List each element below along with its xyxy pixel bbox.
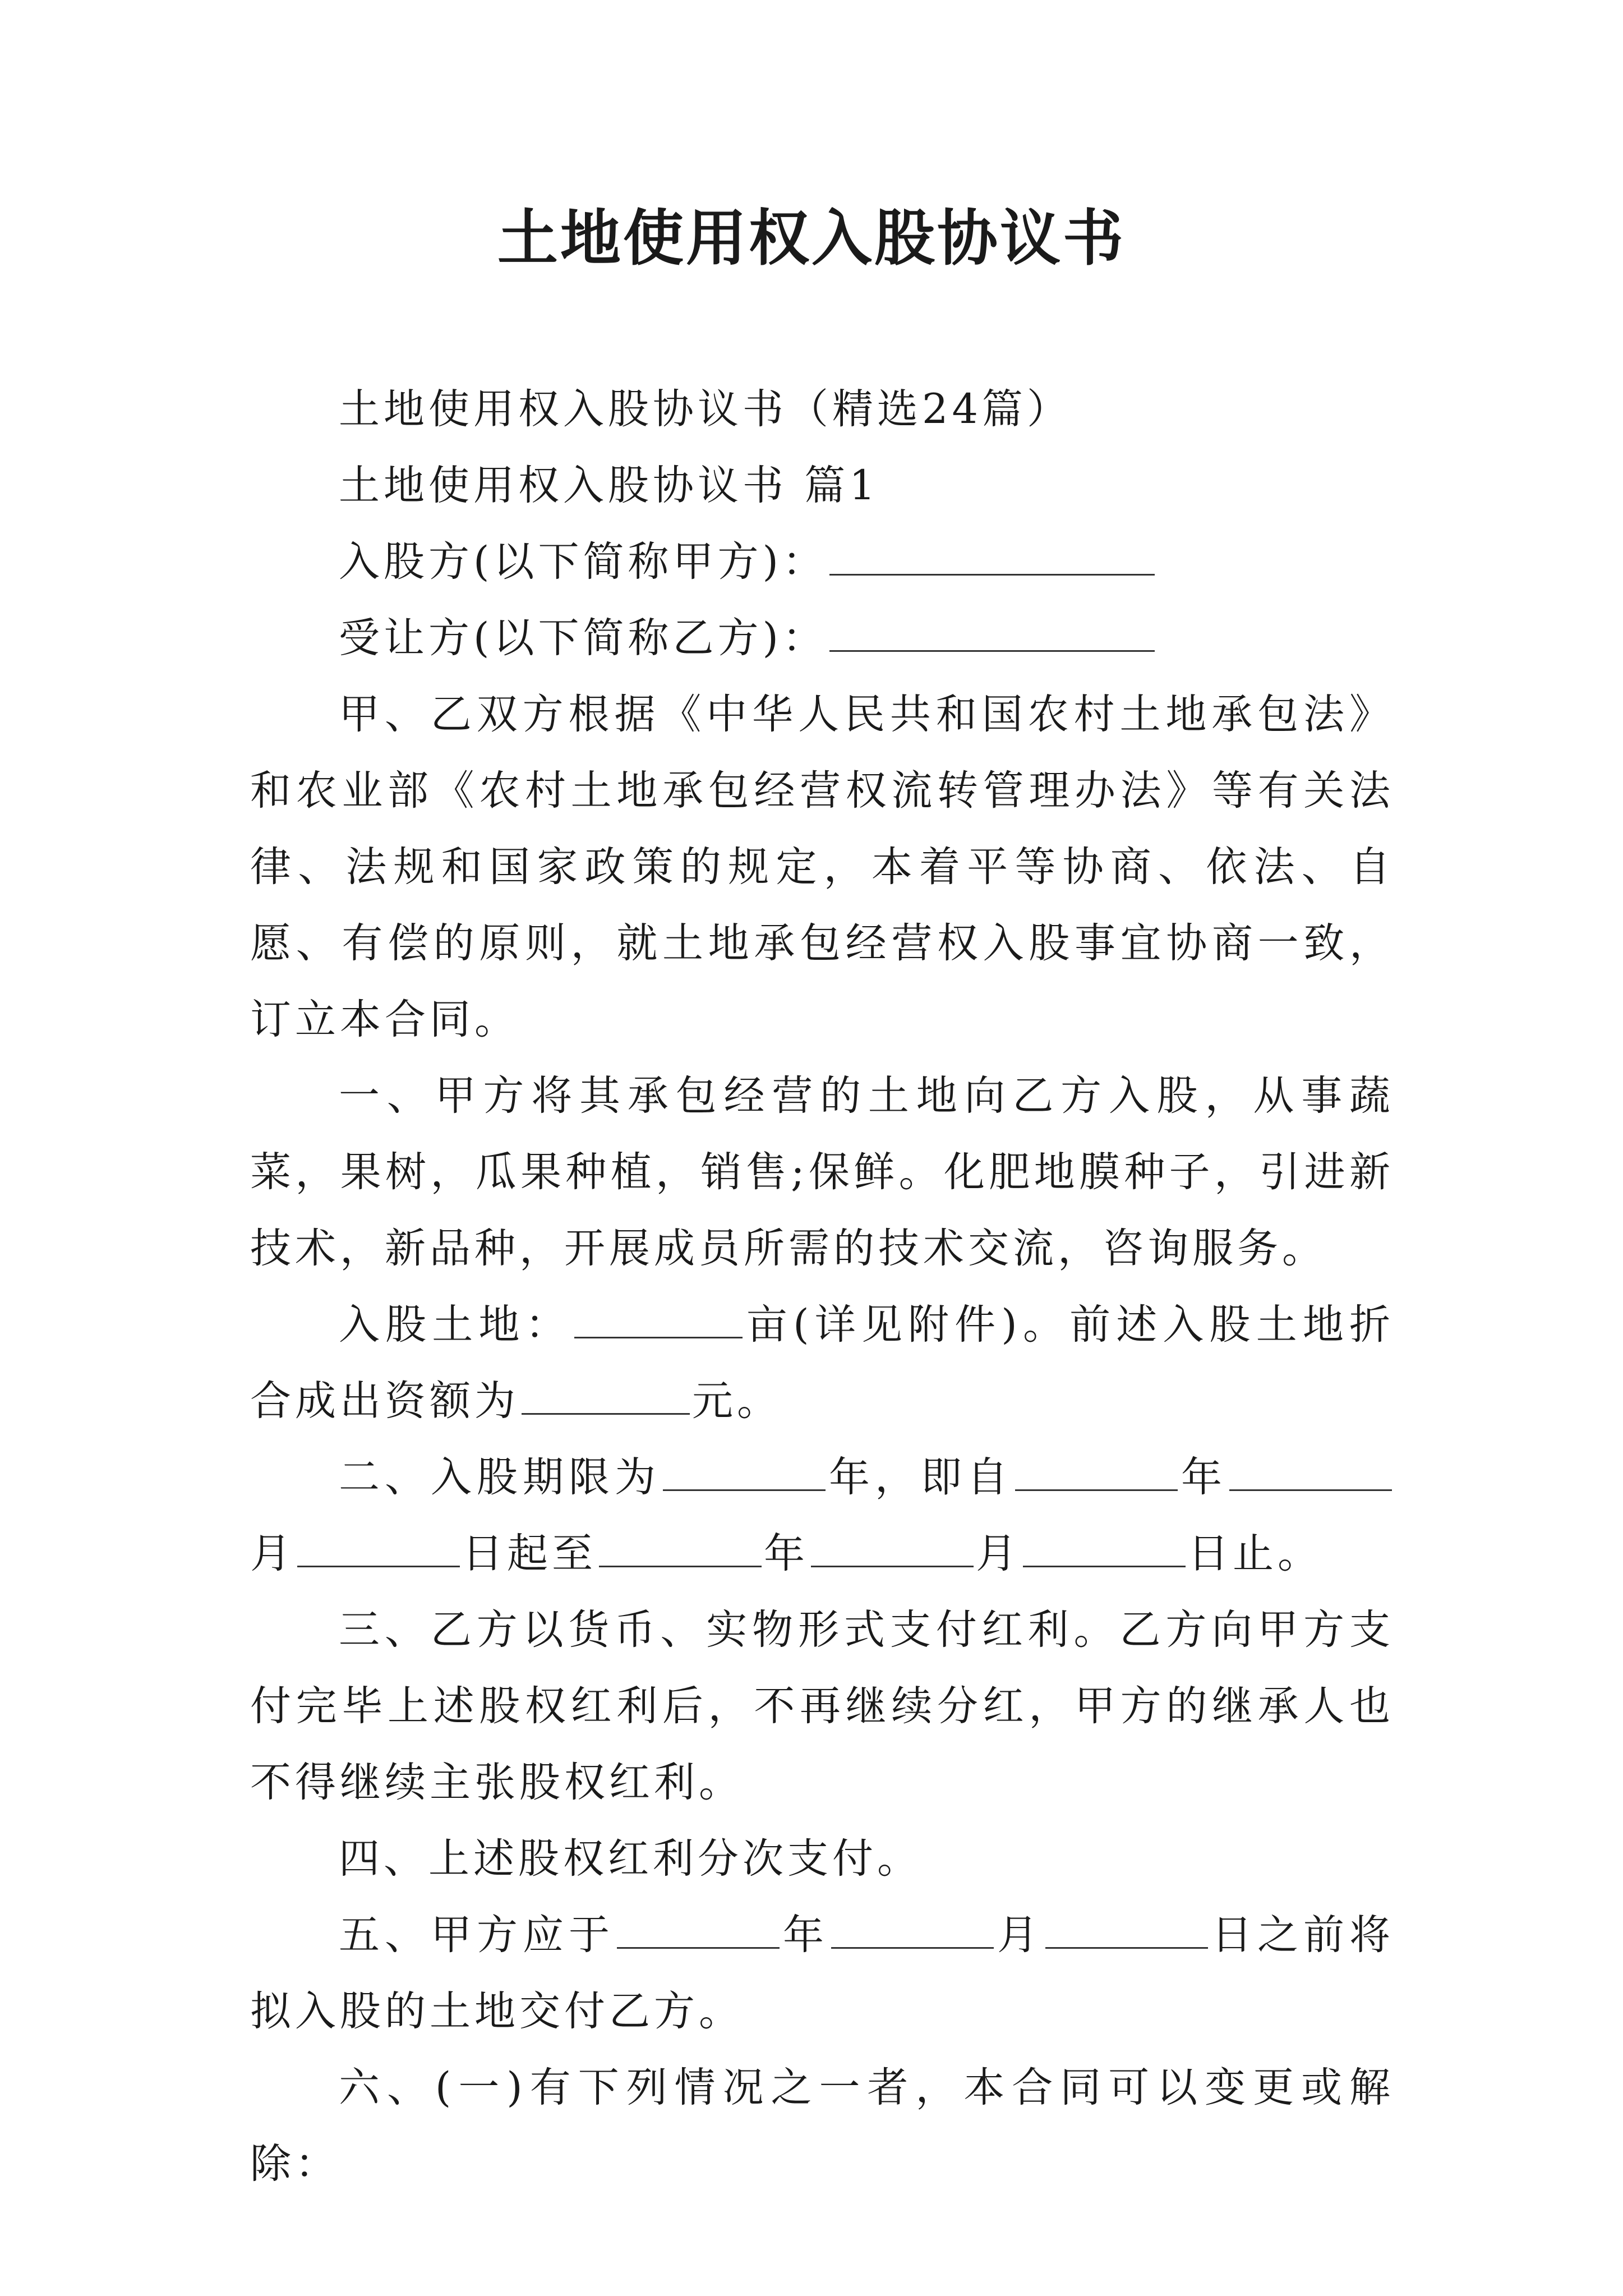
end-year-blank	[599, 1529, 762, 1567]
term-end-text: 日止。	[1188, 1530, 1322, 1577]
start-month-blank	[1229, 1452, 1392, 1491]
term-prefix: 二、入股期限为	[339, 1453, 661, 1501]
clause-5-m: 月	[996, 1911, 1043, 1959]
term-from-text: 日起至	[462, 1530, 597, 1577]
delivery-day-blank	[1045, 1910, 1208, 1949]
document-body	[250, 371, 1394, 2202]
term-y-text: 年	[1180, 1453, 1227, 1501]
document-title: 土地使用权入股协议书	[497, 203, 1126, 274]
clause-5-paragraph	[250, 1897, 1394, 2050]
land-paragraph	[250, 1287, 1394, 1439]
clause-5-suffix: 日之前将拟入股的土地交付乙方。	[250, 1911, 1394, 2035]
end-day-blank	[1023, 1529, 1186, 1567]
clause-4-paragraph: 四、上述股权红利分次支付。	[339, 1835, 922, 1883]
end-month-blank	[811, 1529, 974, 1567]
clause-5-y: 年	[782, 1911, 829, 1959]
term-year-text: 年，即自	[828, 1453, 1013, 1501]
term-y2-text: 年	[764, 1530, 809, 1577]
party-b-line	[250, 600, 1394, 677]
land-prefix: 入股土地：	[339, 1301, 572, 1349]
start-day-blank	[297, 1529, 460, 1567]
delivery-year-blank	[617, 1910, 780, 1949]
subtitle: 土地使用权入股协议书（精选24篇）	[339, 385, 1072, 433]
clause-2-paragraph	[250, 1439, 1394, 1592]
clause-1-paragraph: 一、甲方将其承包经营的土地向乙方入股，从事蔬菜，果树，瓜果种植，销售;保鲜。化肥地膜种子，引进新技术，新品种，开展成员所需的技术交流，咨询服务。	[250, 1072, 1394, 1272]
term-years-blank	[663, 1452, 826, 1491]
party-b-label: 受让方(以下简称乙方)：	[339, 614, 827, 662]
term-m-text: 月	[250, 1530, 295, 1577]
section-heading: 土地使用权入股协议书 篇1	[339, 462, 879, 509]
party-a-label: 入股方(以下简称甲方)：	[339, 538, 827, 586]
party-b-blank	[829, 613, 1155, 652]
land-value-blank	[522, 1376, 690, 1415]
party-a-line	[250, 524, 1394, 600]
preamble-paragraph: 甲、乙双方根据《中华人民共和国农村土地承包法》和农业部《农村土地承包经营权流转管理办法》等有关法律、法规和国家政策的规定，本着平等协商、依法、自愿、有偿的原则，就土地承包经营权入股事宜协商一致，订立本合同。	[250, 691, 1394, 1043]
start-year-blank	[1015, 1452, 1178, 1491]
delivery-month-blank	[831, 1910, 994, 1949]
land-suffix: 元。	[692, 1377, 782, 1425]
land-area-blank	[574, 1300, 743, 1338]
clause-5-prefix: 五、甲方应于	[339, 1911, 615, 1959]
party-a-blank	[829, 537, 1155, 576]
land-mid: 亩(详见附件)。前述入股土地折合成出资额为	[250, 1301, 1394, 1425]
term-m2-text: 月	[976, 1530, 1021, 1577]
clause-3-paragraph: 三、乙方以货币、实物形式支付红利。乙方向甲方支付完毕上述股权红利后，不再继续分红，甲方的继承人也不得继续主张股权红利。	[250, 1606, 1394, 1806]
clause-6-paragraph: 六、(一)有下列情况之一者，本合同可以变更或解除：	[250, 2064, 1394, 2188]
